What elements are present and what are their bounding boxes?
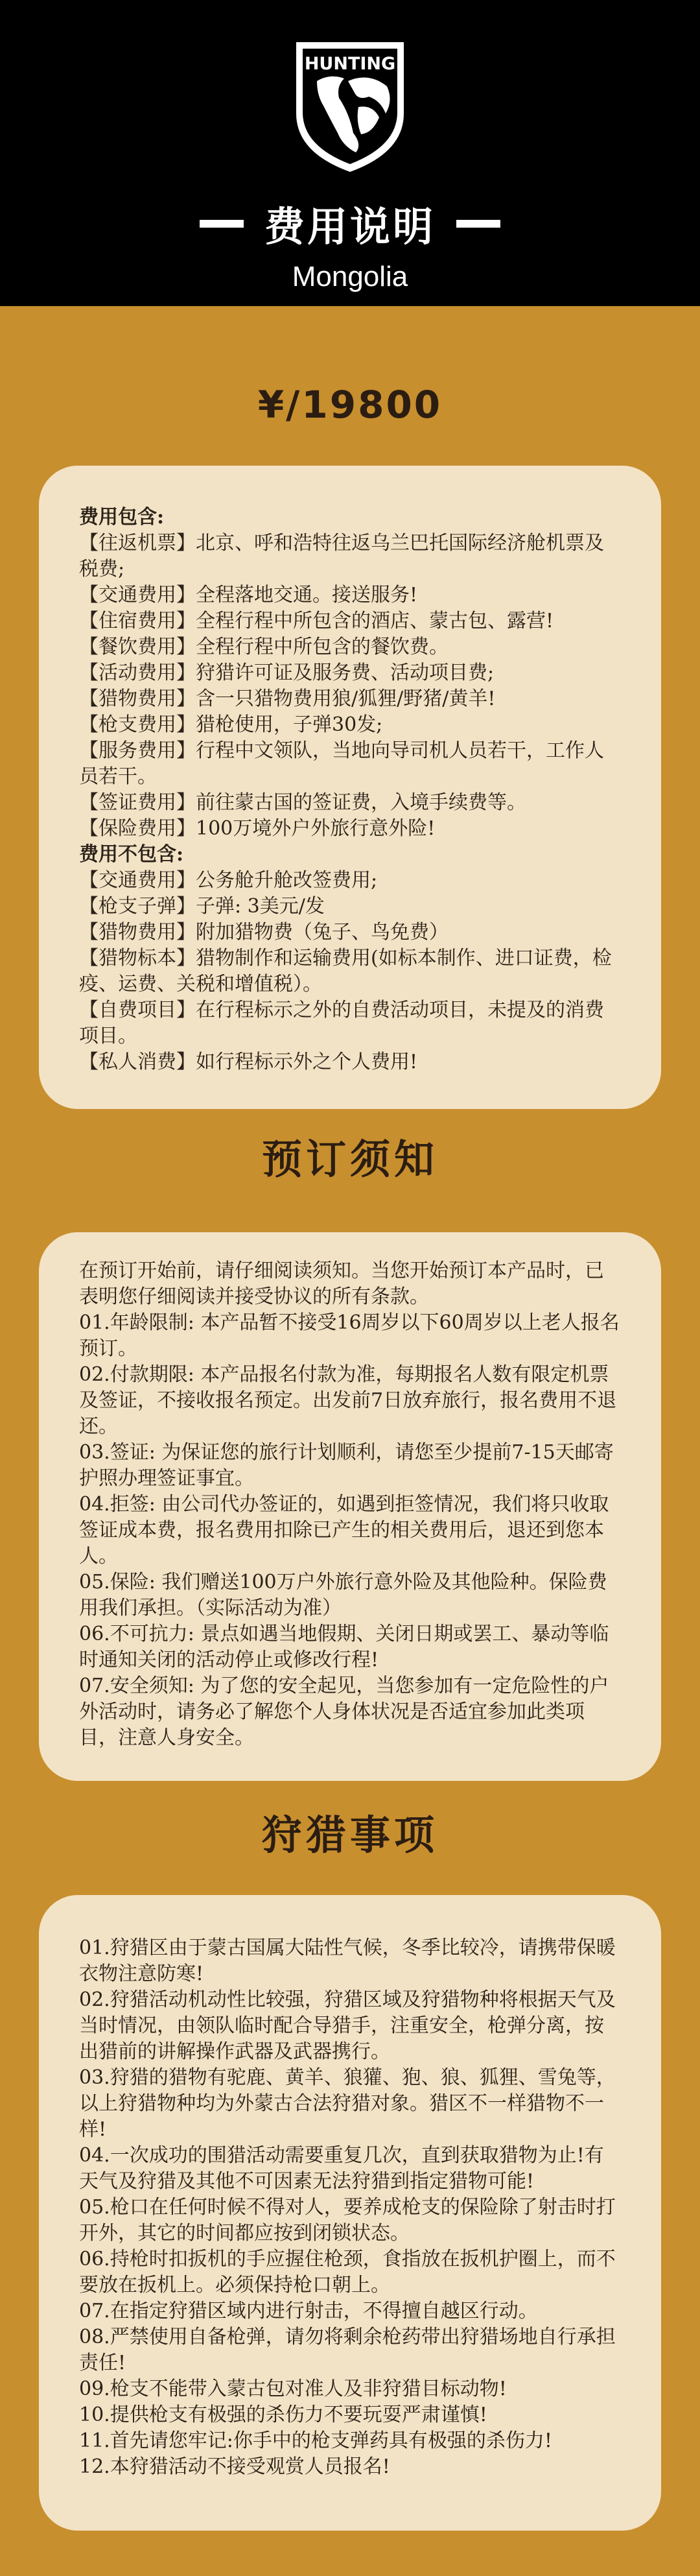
excluded-item: 【枪支子弹】子弹: 3美元/发 xyxy=(79,895,325,918)
hunting-item: 08.严禁使用自备枪弹，请勿将剩余枪药带出狩猎场地自行承担责任! xyxy=(79,2326,616,2374)
logo-text: HUNTING xyxy=(304,54,396,74)
price-label: ¥/19800 xyxy=(257,383,443,427)
booking-item: 03.签证: 为保证您的旅行计划顺利，请您至少提前7-15天邮寄护照办理签证事宜。 xyxy=(79,1441,614,1490)
booking-item: 02.付款期限: 本产品报名付款为准，每期报名人数有限定机票及签证，不接收报名预定。出发前7日放弃旅行，报名费用不退还。 xyxy=(79,1363,617,1438)
hunting-item: 10.提供枪支有极强的杀伤力不要玩耍严肃谨慎! xyxy=(79,2403,487,2426)
included-heading: 费用包含: xyxy=(79,506,165,529)
included-item: 【服务费用】行程中文领队，当地向导司机人员若干，工作人员若干。 xyxy=(79,739,604,788)
title-dash-right xyxy=(456,220,500,228)
page-title: 费用说明 xyxy=(264,203,436,250)
included-item: 【活动费用】狩猎许可证及服务费、活动项目费; xyxy=(79,662,495,684)
booking-item: 06.不可抗力: 景点如遇当地假期、关闭日期或罢工、暴动等临时通知关闭的活动停止或修改行程! xyxy=(79,1623,609,1671)
included-item: 【猎物费用】含一只猎物费用狼/狐狸/野猪/黄羊! xyxy=(79,687,496,710)
hunting-item: 06.持枪时扣扳机的手应握住枪颈，食指放在扳机护圈上，而不要放在扳机上。必须保持枪口朝上。 xyxy=(79,2248,616,2296)
included-item: 【交通费用】全程落地交通。接送服务! xyxy=(79,584,418,606)
excluded-item: 【猎物费用】附加猎物费（兔子、鸟免费） xyxy=(79,921,449,944)
fee-card xyxy=(39,466,661,1109)
excluded-item: 【自费项目】在行程标示之外的自费活动项目，未提及的消费项目。 xyxy=(79,999,604,1047)
booking-item: 07.安全须知: 为了您的安全起见，当您参加有一定危险性的户外活动时，请务必了解您个人身体状况是否适宜参加此类项目，注意人身安全。 xyxy=(79,1675,609,1749)
title-row xyxy=(0,195,700,252)
header xyxy=(0,0,700,306)
hunting-title: 狩猎事项 xyxy=(261,1811,438,1859)
page-subtitle: Mongolia xyxy=(292,261,408,292)
included-item: 【住宿费用】全程行程中所包含的酒店、蒙古包、露营! xyxy=(79,610,554,632)
hunting-item: 01.狩猎区由于蒙古国属大陆性气候，冬季比较冷，请携带保暖衣物注意防寒! xyxy=(79,1937,616,1985)
hunting-card xyxy=(39,1895,661,2531)
excluded-item: 【猎物标本】猎物制作和运输费用(如标本制作、进口证费，检疫、运费、关税和增值税）。 xyxy=(79,947,612,996)
hunting-item: 04.一次成功的围猎活动需要重复几次，直到获取猎物为止!有天气及狩猎及其他不可因素无法狩猎到指定猎物可能! xyxy=(79,2144,604,2193)
excluded-item: 【私人消费】如行程标示外之个人费用! xyxy=(79,1051,418,1073)
included-item: 【餐饮费用】全程行程中所包含的餐饮费。 xyxy=(79,636,449,658)
title-dash-left xyxy=(200,220,244,228)
booking-title: 预订须知 xyxy=(261,1136,438,1183)
excluded-heading: 费用不包含: xyxy=(79,843,184,866)
included-item: 【往返机票】北京、呼和浩特往返乌兰巴托国际经济舱机票及税费; xyxy=(79,532,604,580)
booking-item: 01.年龄限制: 本产品暂不接受16周岁以下60周岁以上老人报名预订。 xyxy=(79,1311,620,1360)
included-item: 【保险费用】100万境外户外旅行意外险! xyxy=(79,817,436,840)
hunting-item: 02.狩猎活动机动性比较强，狩猎区域及狩猎物种将根据天气及当时情况，由领队临时配合导猎手，注重安全，枪弹分离，按出猎前的讲解操作武器及武器携行。 xyxy=(79,1988,616,2063)
hunting-item: 05.枪口在任何时候不得对人，要养成枪支的保险除了射击时打开外，其它的时间都应按到闭锁状态。 xyxy=(79,2196,616,2245)
included-item: 【枪支费用】猎枪使用，子弹30发; xyxy=(79,713,383,736)
hunting-item: 11.首先请您牢记:你手中的枪支弹药具有极强的杀伤力! xyxy=(79,2429,552,2452)
booking-item: 04.拒签: 由公司代办签证的，如遇到拒签情况，我们将只收取签证成本费，报名费用扣除已产生的相关费用后，退还到您本人。 xyxy=(79,1493,609,1568)
booking-item: 05.保险: 我们赠送100万户外旅行意外险及其他险种。保险费用我们承担。（实际活动为准） xyxy=(79,1571,607,1619)
hunting-item: 09.枪支不能带入蒙古包对准人及非狩猎目标动物! xyxy=(79,2378,507,2400)
hunting-logo-icon xyxy=(291,36,409,175)
booking-item: 在预订开始前，请仔细阅读须知。当您开始预订本产品时，已表明您仔细阅读并接受协议的所有条款。 xyxy=(79,1259,604,1308)
included-item: 【签证费用】前往蒙古国的签证费，入境手续费等。 xyxy=(79,791,526,814)
booking-card xyxy=(39,1232,661,1781)
excluded-item: 【交通费用】公务舱升舱改签费用; xyxy=(79,869,378,892)
hunting-item: 03.狩猎的猎物有驼鹿、黄羊、狼獾、狍、狼、狐狸、雪兔等，以上狩猎物种均为外蒙古合法狩猎对象。猎区不一样猎物不一样! xyxy=(79,2066,616,2141)
hunting-item: 07.在指定狩猎区域内进行射击，不得擅自越区行动。 xyxy=(79,2300,538,2322)
hunting-item: 12.本狩猎活动不接受观赏人员报名! xyxy=(79,2455,390,2478)
